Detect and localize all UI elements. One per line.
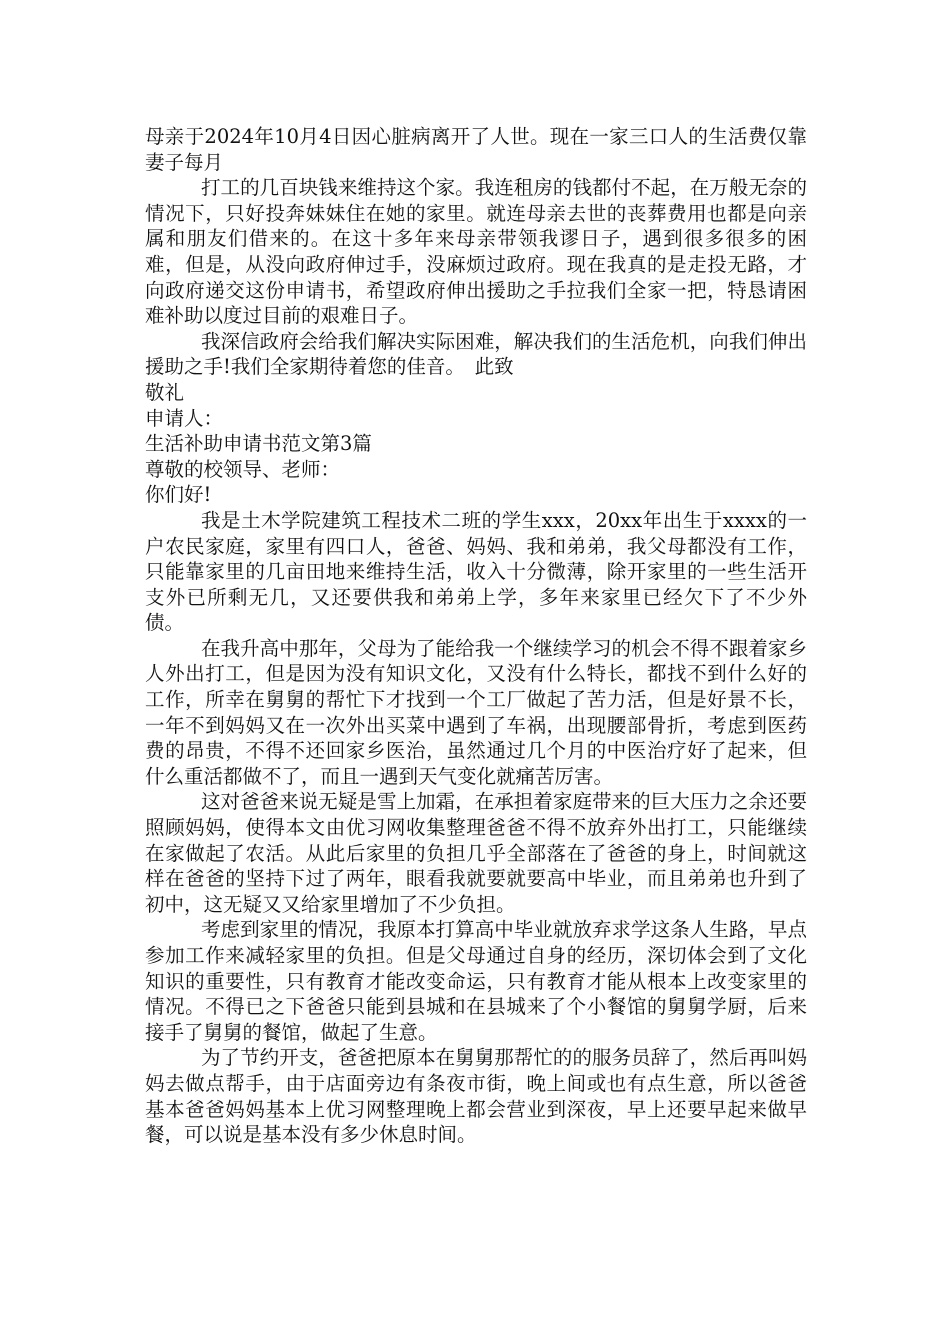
paragraph-mother-passing: 母亲于2024年10月4日因心脏病离开了人世。现在一家三口人的生活费仅靠妻子每月 [145, 125, 807, 174]
greeting-hello: 你们好! [145, 483, 212, 507]
greeting-recipient: 尊敬的校领导、老师： [145, 457, 341, 481]
paragraph-hardship: 打工的几百块钱来维持这个家。我连租房的钱都付不起，在万般无奈的情况下，只好投奔妹妹住在她的家里。就连母亲去世的丧葬费用也都是向亲属和朋友们借来的。在这十多年来母亲带领我谬日子，遇到很多很多的困难，但是，从没向政府伸过手，没麻烦过政府。现在我真的是走投无路，才向政府递交这份申请书，希望政府伸出援助之手拉我们全家一把，特恳请困难补助以度过目前的艰难日子。 [145, 176, 807, 328]
paragraph-introduction: 我是土木学院建筑工程技术二班的学生xxx，20xx年出生于xxxx的一户农民家庭，家里有四口人，爸爸、妈妈、我和弟弟，我父母都没有工作，只能靠家里的几亩田地来维持生活，收入十分微薄，除开家里的一些生活开支外已所剩无几，又还要供我和弟弟上学，多年来家里已经欠下了不少外债。 [145, 508, 807, 635]
paragraph-parents-work: 在我升高中那年，父母为了能给我一个继续学习的机会不得不跟着家乡人外出打工，但是因为没有知识文化，又没有什么特长，都找不到什么好的工作，所幸在舅舅的帮忙下才找到一个工厂做起了苦力活，但是好景不长，一年不到妈妈又在一次外出买菜中遇到了车祸，出现腰部骨折，考虑到医药费的昂贵，不得不还回家乡医治，虽然通过几个月的中医治疗好了起来，但什么重活都做不了，而且一遇到天气变化就痛苦厉害。 [145, 636, 807, 788]
paragraph-education-choice: 考虑到家里的情况，我原本打算高中毕业就放弃求学这条人生路，早点参加工作来减轻家里的负担。但是父母通过自身的经历，深切体会到了文化知识的重要性，只有教育才能改变命运，只有教育才能从根本上改变家里的情况。不得已之下爸爸只能到县城和在县城来了个小餐馆的舅舅学厨，后来接手了舅舅的餐馆，做起了生意。 [145, 918, 807, 1044]
salutation-closing: 敬礼 [145, 380, 185, 404]
section-heading: 生活补助申请书范文第3篇 [145, 432, 372, 456]
paragraph-saving-costs: 为了节约开支，爸爸把原本在舅舅那帮忙的的服务员辞了，然后再叫妈妈去做点帮手，由于店面旁边有条夜市街，晚上间或也有点生意，所以爸爸基本爸爸妈妈基本上优习网整理晚上都会营业到深夜，早上还要早起来做早餐，可以说是基本没有多少休息时间。 [145, 1046, 807, 1147]
paragraph-trust-government: 我深信政府会给我们解决实际困难，解决我们的生活危机，向我们伸出援助之手!我们全家期待着您的佳音。 此致 [145, 329, 807, 379]
document-body [145, 124, 807, 1148]
paragraph-father-burden: 这对爸爸来说无疑是雪上加霜，在承担着家庭带来的巨大压力之余还要照顾妈妈，使得本文由优习网收集整理爸爸不得不放弃外出打工，只能继续在家做起了农活。从此后家里的负担几乎全部落在了爸爸的身上，时间就这样在爸爸的坚持下过了两年，眼看我就要就要高中毕业，而且弟弟也升到了初中，这无疑又又给家里增加了不少负担。 [145, 790, 807, 916]
applicant-signature-line: 申请人： [145, 406, 224, 430]
